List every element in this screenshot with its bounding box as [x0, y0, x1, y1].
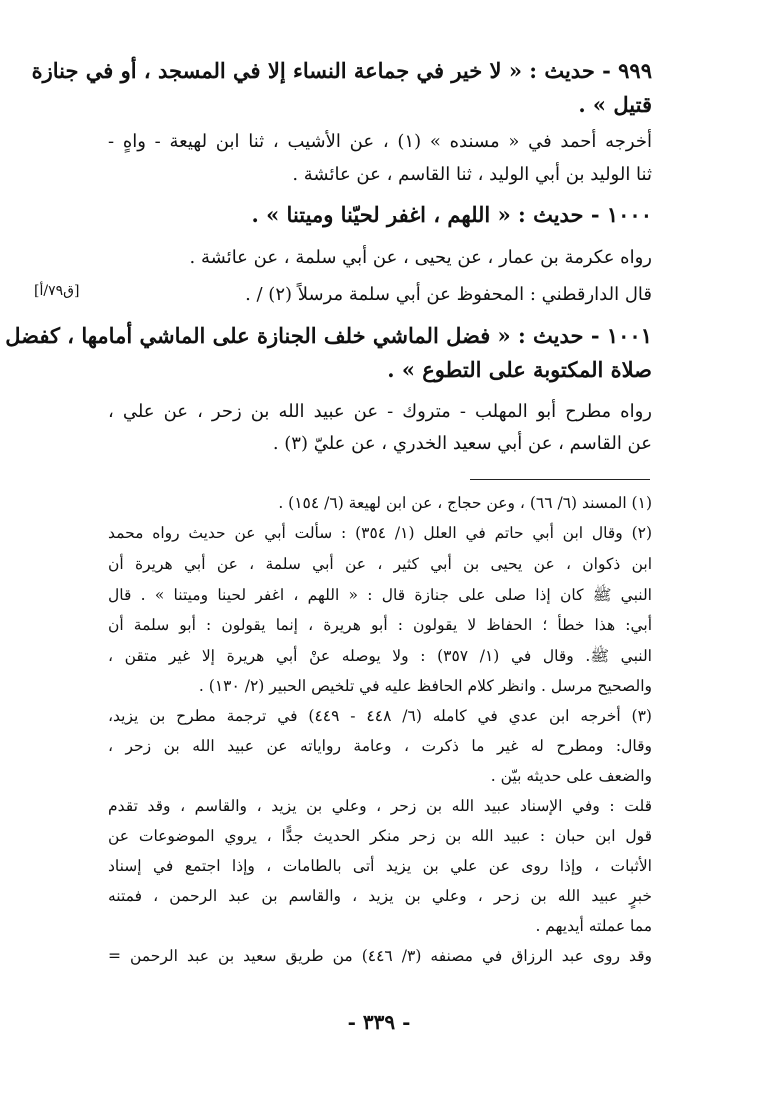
- hadith-1001-takhrij-line-2: عن القاسم ، عن أبي سعيد الخدري ، عن عليّ (٣) .: [272, 433, 652, 454]
- hadith-1001-takhrij-line-1: رواه مطرح أبو المهلب - متروك - عن عبيد الله بن زحر ، عن علي ،: [108, 401, 652, 422]
- hadith-999-heading-line-2: قتيل » .: [578, 92, 652, 117]
- hadith-1001-heading-line-2: صلاة المكتوبة على التطوع » .: [387, 357, 652, 382]
- footnote-2-line-4: أبي: هذا خطأ ؛ الحفاظ لا يقولون : أبو هريرة ، إنما يقولون : أبو سلمة أن: [108, 616, 652, 634]
- footnote-3-line-1: (٣) أخرجه ابن عدي في كامله (٦/ ٤٤٨ - ٤٤٩) في ترجمة مطرح بن يزيد،: [108, 707, 652, 725]
- footnote-2-line-2: ابن ذكوان ، عن يحيى بن أبي كثير ، عن أبي سلمة ، عن أبي هريرة أن: [108, 555, 652, 573]
- hadith-999-takhrij-line-1: أخرجه أحمد في « مسنده » (١) ، عن الأشيب ، ثنا ابن لهيعة - واهٍ -: [108, 131, 652, 152]
- manuscript-folio-marker: [ق٧٩/أ]: [34, 283, 80, 299]
- footnote-3-line-2: وقال: ومطرح له غير ما ذكرت ، وعامة رواياته عن عبيد الله بن زحر ،: [108, 737, 652, 755]
- page-number: - ٣٣٩ -: [347, 1010, 411, 1034]
- hadith-1001-heading-line-1: ١٠٠١ - حديث : « فضل الماشي خلف الجنازة على الماشي أمامها ، كفضل: [5, 323, 652, 348]
- footnote-2-line-3: النبي ﷺ كان إذا صلى على جنازة قال : « اللهم ، اغفر لحينا وميتنا » . قال: [108, 586, 652, 604]
- hadith-999-heading-line-1: ٩٩٩ - حديث : « لا خير في جماعة النساء إلا في المسجد ، أو في جنازة: [31, 58, 652, 83]
- footnote-separator: [470, 479, 650, 480]
- footnote-3-line-4: قلت : وفي الإسناد عبيد الله بن زحر ، وعلي بن يزيد ، والقاسم ، وقد تقدم: [108, 797, 652, 815]
- footnote-1: (١) المسند (٦/ ٦٦) ، وعن حجاج ، عن ابن لهيعة (٦/ ١٥٤) .: [278, 494, 652, 512]
- footnote-3-line-5: قول ابن حبان : عبيد الله بن زحر منكر الحديث جدًّا ، يروي الموضوعات عن: [108, 827, 652, 845]
- hadith-1000-takhrij-line-1: رواه عكرمة بن عمار ، عن يحيى ، عن أبي سلمة ، عن عائشة .: [189, 247, 652, 268]
- footnote-3-line-8: مما عملته أيديهم .: [535, 917, 652, 935]
- footnote-3-line-6: الأثبات ، وإذا روى عن علي بن يزيد أتى بالطامات ، وإذا اجتمع في إسناد: [108, 857, 652, 875]
- footnote-3-line-9: وقد روى عبد الرزاق في مصنفه (٣/ ٤٤٦) من طريق سعيد بن عبد الرحمن =: [108, 947, 652, 965]
- footnote-3-line-3: والضعف على حديثه بيّن .: [490, 767, 652, 785]
- footnote-2-line-5: النبي ﷺ. وقال في (١/ ٣٥٧) : ولا يوصله عنْ أبي هريرة إلا غير متقن ،: [108, 647, 652, 665]
- footnote-2-line-1: (٢) وقال ابن أبي حاتم في العلل (١/ ٣٥٤) : سألت أبي عن حديث رواه محمد: [108, 524, 653, 542]
- footnote-3-line-7: خبرٍ عبيد الله بن زحر ، وعلي بن يزيد ، والقاسم بن عبد الرحمن ، فمتنه: [108, 887, 652, 905]
- hadith-999-takhrij-line-2: ثنا الوليد بن أبي الوليد ، ثنا القاسم ، عن عائشة .: [292, 164, 652, 185]
- hadith-1000-heading: ١٠٠٠ - حديث : « اللهم ، اغفر لحيّنا وميتنا » .: [251, 202, 652, 227]
- hadith-1000-takhrij-line-2: قال الدارقطني : المحفوظ عن أبي سلمة مرسلاً (٢) / .: [245, 284, 652, 305]
- footnote-2-line-6: والصحيح مرسل . وانظر كلام الحافظ عليه في تلخيص الحبير (٢/ ١٣٠) .: [198, 677, 652, 695]
